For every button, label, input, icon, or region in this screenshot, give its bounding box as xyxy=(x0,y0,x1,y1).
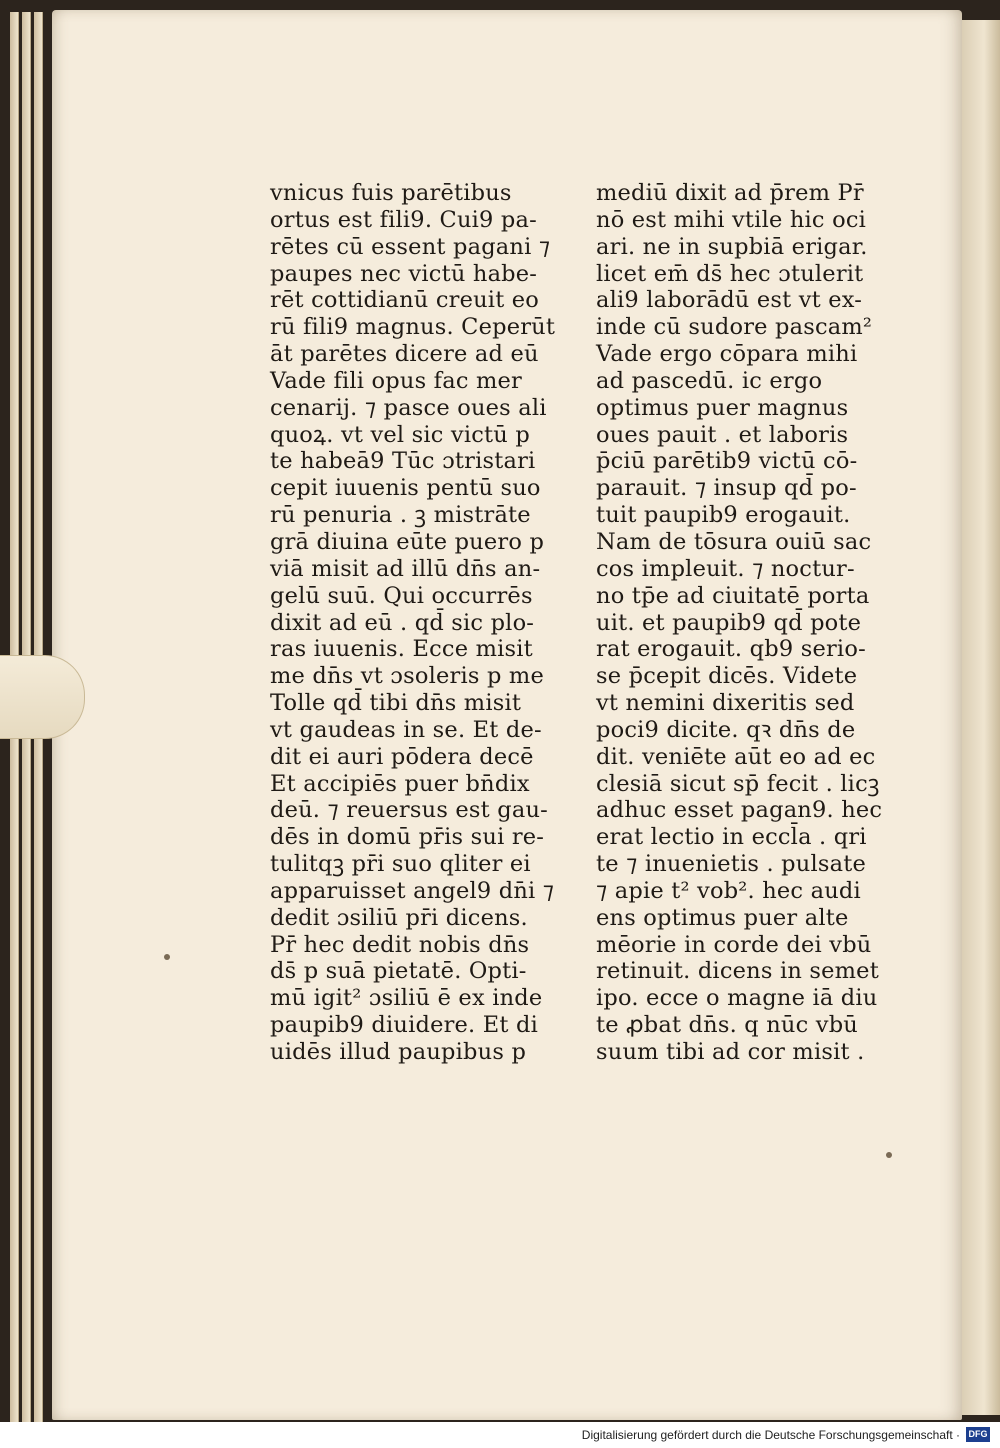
text-line: deū. ⁊ reuersus est gau- xyxy=(270,797,548,824)
text-line: clesiā sicut sp̄ fecit . licꝫ xyxy=(596,770,880,797)
text-line: uit. et paupib9 qd̄ pote xyxy=(596,609,862,636)
text-line: ortus est fili9. Cui9 pa- xyxy=(270,206,537,233)
text-line: gelū suū. Qui occurrēs xyxy=(270,582,533,609)
text-line: āt parētes dicere ad eū xyxy=(270,341,539,368)
text-line: apparuisset angel9 dn̄i ⁊ xyxy=(270,877,555,904)
text-line: parauit. ⁊ insup qd̄ po- xyxy=(596,475,857,502)
text-line: mū igit² ɔsiliū ē ex inde xyxy=(270,985,543,1012)
text-line: grā diuina eūte puero p xyxy=(270,528,545,555)
text-line: retinuit. dicens in semet xyxy=(596,958,879,985)
text-line: ipo. ecce o magne iā diu xyxy=(596,985,878,1012)
text-line: mēorie in corde dei vbū xyxy=(596,931,872,958)
text-line: tulitqꝫ pr̄i suo qliter ei xyxy=(270,851,531,878)
text-column-right xyxy=(596,180,882,1066)
text-line: ens optimus puer alte xyxy=(596,904,849,931)
text-line: ari. ne in supbiā erigar. xyxy=(596,233,868,260)
text-line: Et accipiēs puer bn̄dix xyxy=(270,770,530,797)
text-line: cenarij. ⁊ pasce oues ali xyxy=(270,394,547,421)
ink-speck xyxy=(164,954,170,960)
text-line: optimus puer magnus xyxy=(596,394,849,421)
text-line: licet em̄ ds̄ hec ɔtulerit xyxy=(596,260,864,287)
text-line: vnicus fuis parētibus xyxy=(270,180,512,206)
text-line: te ⁊ inuenietis . pulsate xyxy=(596,851,866,878)
footer-credit: Digitalisierung gefördert durch die Deutsche Forschungsgemeinschaft · xyxy=(581,1428,960,1442)
text-line: te ꝓbat dn̄s. q nūc vbū xyxy=(596,1012,858,1039)
text-line: adhuc esset pagan9. hec xyxy=(596,797,883,824)
text-line: se p̄cepit dicēs. Videte xyxy=(596,663,858,690)
text-line: erat lectio in eccl̄a . qri xyxy=(596,824,867,851)
text-line: ⁊ apie t² vob². hec audi xyxy=(596,877,861,904)
text-line: nō est mihi vtile hic oci xyxy=(596,206,867,233)
text-line: rū penuria . ꝫ mistrāte xyxy=(270,502,531,529)
text-line: paupes nec victū habe- xyxy=(270,260,538,287)
text-line: rū fili9 magnus. Ceperūt xyxy=(270,314,556,341)
text-line: mediū dixit ad p̄rem Pr̄ xyxy=(596,180,864,206)
text-line: quoꝝ. vt vel sic victū p xyxy=(270,421,530,448)
adjacent-page-edge xyxy=(960,20,1000,1415)
text-line: inde cū sudore pascam² xyxy=(596,314,873,341)
text-line: tuit paupib9 erogauit. xyxy=(596,502,851,529)
text-line: ras iuuenis. Ecce misit xyxy=(270,636,533,663)
text-line: ds̄ p suā pietatē. Opti- xyxy=(270,958,527,985)
text-line: viā misit ad illū dn̄s an- xyxy=(270,555,541,582)
page-fold-tab xyxy=(0,655,85,739)
text-line: p̄ciū parētib9 victū cō- xyxy=(596,448,858,475)
text-line: Pr̄ hec dedit nobis dn̄s xyxy=(270,931,530,958)
text-line: rēt cottidianū creuit eo xyxy=(270,287,540,314)
text-line: cepit iuuenis pentū suo xyxy=(270,475,541,502)
text-line: vt nemini dixeritis sed xyxy=(596,690,855,717)
text-line: me dn̄s vt ɔsoleris p me xyxy=(270,663,544,690)
text-line: dit. veniēte aūt eo ad ec xyxy=(596,743,876,770)
text-line: ad pascedū. ic ergo xyxy=(596,367,823,394)
text-line: dit ei auri pōdera decē xyxy=(270,743,534,770)
dfg-logo: DFG xyxy=(966,1427,990,1442)
text-line: dēs in domū pr̄is sui re- xyxy=(270,824,545,851)
text-line: oues pauit . et laboris xyxy=(596,421,849,448)
text-line: Vade fili opus fac mer xyxy=(270,367,522,394)
text-line: rat erogauit. qb9 serio- xyxy=(596,636,866,663)
text-line: dedit ɔsiliū pr̄i dicens. xyxy=(270,904,528,931)
ink-speck xyxy=(886,1152,892,1158)
text-line: Tolle qd̄ tibi dn̄s misit xyxy=(270,690,522,717)
text-line: rētes cū essent pagani ⁊ xyxy=(270,233,551,260)
text-line: ali9 laborādū est vt ex- xyxy=(596,287,863,314)
text-line: te habeā9 Tūc ɔtristari xyxy=(270,448,536,475)
text-line: vt gaudeas in se. Et de- xyxy=(270,716,542,743)
footer-bar xyxy=(0,1422,1000,1448)
text-line: paupib9 diuidere. Et di xyxy=(270,1012,538,1039)
text-line: cos impleuit. ⁊ noctur- xyxy=(596,555,855,582)
text-line: suum tibi ad cor misit . xyxy=(596,1039,865,1065)
text-line: Nam de tōsura ouiū sac xyxy=(596,528,872,555)
text-line: Vade ergo cōpara mihi xyxy=(596,341,858,368)
text-line: poci9 dicite. qꝛ dn̄s de xyxy=(596,716,856,743)
text-line: no tp̄e ad ciuitatē porta xyxy=(596,582,870,609)
text-line: uidēs illud paupibus p xyxy=(270,1039,527,1065)
text-column-left xyxy=(270,180,555,1066)
text-line: dixit ad eū . qd̄ sic plo- xyxy=(270,609,535,636)
